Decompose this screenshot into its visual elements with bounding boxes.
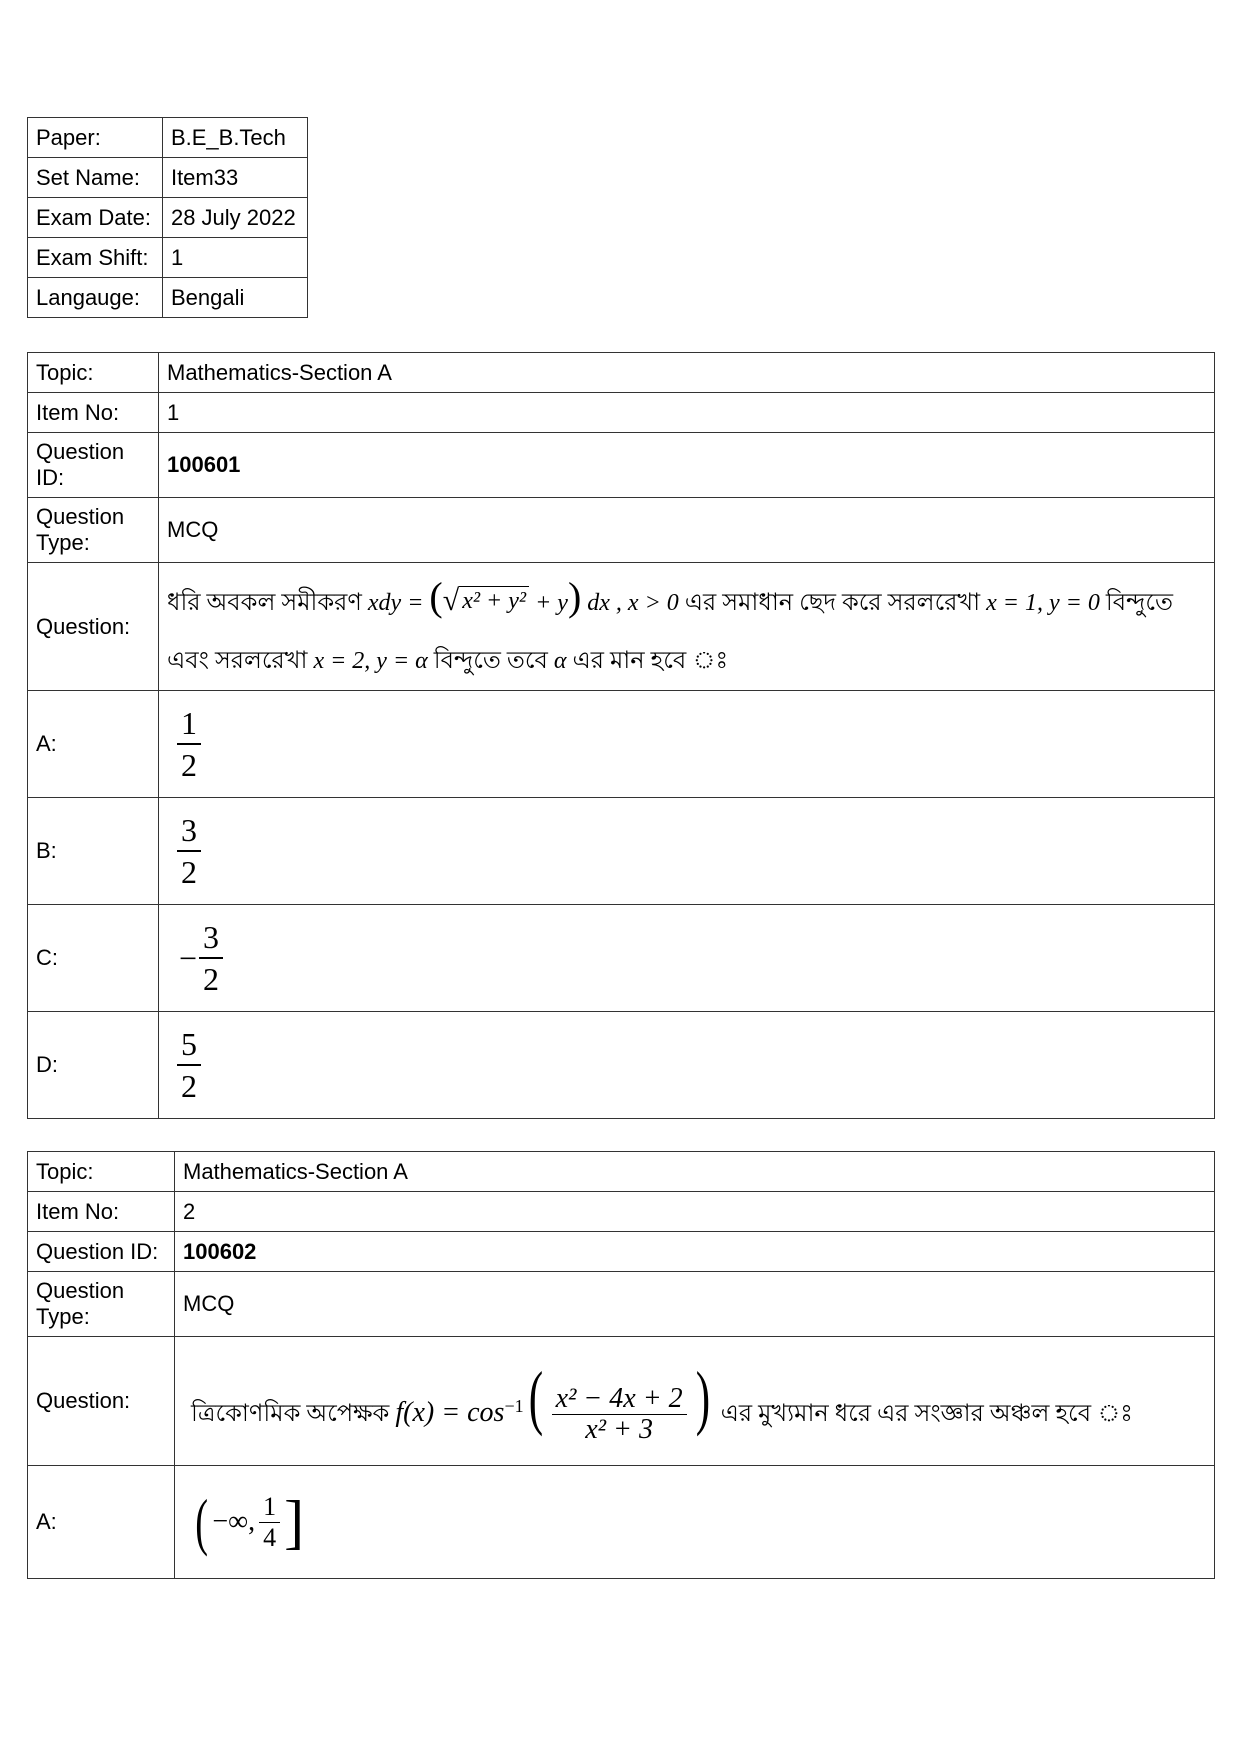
question-2-table xyxy=(27,1151,1215,1579)
exam-shift-label: Exam Shift: xyxy=(28,238,163,278)
q2-item-row xyxy=(28,1192,1215,1232)
question-label: Question: xyxy=(28,1337,175,1466)
question-text xyxy=(175,1337,1215,1466)
option-c-value xyxy=(159,905,1215,1012)
option-a-value xyxy=(175,1466,1215,1579)
option-b-value xyxy=(159,798,1215,905)
meta-row-shift xyxy=(28,238,308,278)
q1-text-part1: ধরি অবকল সমীকরণ xyxy=(167,589,362,616)
q1-text-part4: এবং সরলরেখা xyxy=(167,647,308,674)
option-b-fraction xyxy=(177,812,201,890)
q1-eq-lhs: xdy = xyxy=(367,589,424,616)
option-a-left: −∞, xyxy=(212,1506,256,1537)
set-name-label: Set Name: xyxy=(28,158,163,198)
option-a-fraction xyxy=(259,1492,280,1553)
option-a-label: A: xyxy=(28,691,159,798)
q2-text-part2: এর মুখ্যমান ধরে এর সংজ্ঞার অঞ্চল হবে ঃ xyxy=(720,1400,1133,1427)
question-id-label: Question ID: xyxy=(28,1232,175,1272)
question-type-label: Question Type: xyxy=(28,498,159,563)
meta-row-paper xyxy=(28,118,308,158)
q1-option-c-row xyxy=(28,905,1215,1012)
meta-row-language xyxy=(28,278,308,318)
option-a-numerator: 1 xyxy=(259,1492,280,1523)
item-no-label: Item No: xyxy=(28,393,159,433)
option-d-fraction xyxy=(177,1026,201,1104)
q1-dx: dx , x > 0 xyxy=(587,589,679,616)
option-a-label: A: xyxy=(28,1466,175,1579)
option-d-numerator: 5 xyxy=(177,1026,201,1066)
meta-row-date xyxy=(28,198,308,238)
paper-label: Paper: xyxy=(28,118,163,158)
option-d-denominator: 2 xyxy=(181,1068,197,1104)
q1-item-row xyxy=(28,393,1215,433)
question-id-value: 100601 xyxy=(159,433,1215,498)
option-d-label: D: xyxy=(28,1012,159,1119)
sqrt-icon: √ xyxy=(442,583,460,617)
option-c-fraction xyxy=(199,919,223,997)
q2-option-a-row xyxy=(28,1466,1215,1579)
q2-paren-open: ( xyxy=(528,1356,543,1437)
q1-alpha: α xyxy=(553,647,567,674)
q2-text-part1: ত্রিকোণমিক অপেক্ষক xyxy=(191,1400,390,1427)
option-d-value xyxy=(159,1012,1215,1119)
item-no-value: 1 xyxy=(159,393,1215,433)
q1-qid-row xyxy=(28,433,1215,498)
exam-date-label: Exam Date: xyxy=(28,198,163,238)
q1-text-part6: এর মান হবে ঃ xyxy=(572,647,729,674)
question-label: Question: xyxy=(28,563,159,691)
option-c-label: C: xyxy=(28,905,159,1012)
q1-cond2: x = 2, y = α xyxy=(313,647,428,674)
q1-text-part5: বিন্দুতে তবে xyxy=(433,647,548,674)
q2-paren-close: ) xyxy=(695,1356,710,1437)
item-no-value: 2 xyxy=(175,1192,1215,1232)
item-no-label: Item No: xyxy=(28,1192,175,1232)
option-b-denominator: 2 xyxy=(181,854,197,890)
topic-label: Topic: xyxy=(28,1152,175,1192)
option-b-numerator: 3 xyxy=(177,812,201,852)
q1-eq-paren-close: ) xyxy=(567,573,582,619)
q1-option-b-row xyxy=(28,798,1215,905)
q1-qtype-row xyxy=(28,498,1215,563)
q1-topic-row xyxy=(28,353,1215,393)
q2-option-bracket-close: ] xyxy=(284,1489,305,1555)
question-type-value: MCQ xyxy=(175,1272,1215,1337)
q2-topic-row xyxy=(28,1152,1215,1192)
q1-plus-y: + y xyxy=(535,589,568,616)
question-id-label: Question ID: xyxy=(28,433,159,498)
q2-fraction xyxy=(552,1384,687,1445)
topic-value: Mathematics-Section A xyxy=(159,353,1215,393)
option-a-value xyxy=(159,691,1215,798)
q1-sqrt xyxy=(443,572,529,630)
q1-option-a-row xyxy=(28,691,1215,798)
question-1-table xyxy=(27,352,1215,1119)
meta-row-set xyxy=(28,158,308,198)
option-a-fraction xyxy=(177,705,201,783)
question-type-value: MCQ xyxy=(159,498,1215,563)
topic-value: Mathematics-Section A xyxy=(175,1152,1215,1192)
q2-option-paren-open: ( xyxy=(195,1486,209,1557)
question-text xyxy=(159,563,1215,691)
option-c-denominator: 2 xyxy=(203,961,220,997)
option-c-numerator: 3 xyxy=(199,919,223,959)
question-id-value: 100602 xyxy=(175,1232,1215,1272)
q2-denominator: x² + 3 xyxy=(585,1414,653,1446)
language-label: Langauge: xyxy=(28,278,163,318)
q2-numerator: x² − 4x + 2 xyxy=(552,1384,687,1415)
option-a-denominator: 4 xyxy=(263,1522,277,1552)
exam-shift-value: 1 xyxy=(162,238,307,278)
question-type-label: Question Type: xyxy=(28,1272,175,1337)
q1-option-d-row xyxy=(28,1012,1215,1119)
exam-meta-table xyxy=(27,117,308,318)
exam-date-value: 28 July 2022 xyxy=(162,198,307,238)
q1-sqrt-content: x² + y² xyxy=(459,586,529,615)
topic-label: Topic: xyxy=(28,353,159,393)
option-c-sign: − xyxy=(179,940,198,976)
q1-text-part2: এর সমাধান ছেদ করে সরলরেখা xyxy=(684,589,981,616)
language-value: Bengali xyxy=(162,278,307,318)
q2-inverse: −1 xyxy=(504,1395,524,1416)
option-a-denominator: 2 xyxy=(181,747,197,783)
q1-question-row xyxy=(28,563,1215,691)
q1-text-part3: বিন্দুতে xyxy=(1105,589,1173,616)
option-a-numerator: 1 xyxy=(177,705,201,745)
set-name-value: Item33 xyxy=(162,158,307,198)
q2-qtype-row xyxy=(28,1272,1215,1337)
q1-eq-paren-open: ( xyxy=(429,573,443,619)
q2-func: f(x) = cos xyxy=(395,1396,505,1428)
q2-qid-row xyxy=(28,1232,1215,1272)
q1-cond1: x = 1, y = 0 xyxy=(986,589,1100,616)
q2-question-row xyxy=(28,1337,1215,1466)
option-b-label: B: xyxy=(28,798,159,905)
paper-value: B.E_B.Tech xyxy=(162,118,307,158)
